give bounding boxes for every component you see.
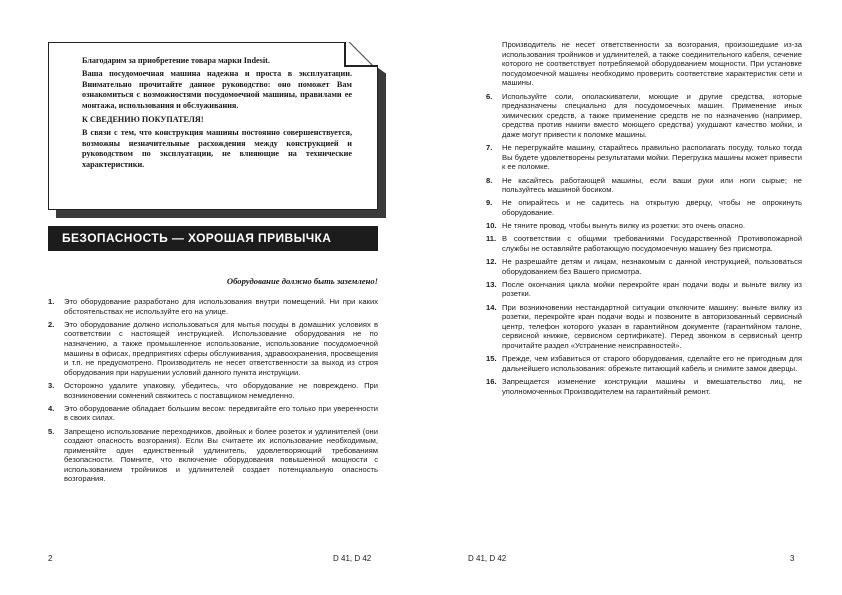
item-number: 6. <box>486 91 493 101</box>
item-number: 8. <box>486 175 493 185</box>
item-text: Не касайтесь работающей машины, если ваши руки или ноги сырые; не пользуйтесь машиной босиком. <box>502 175 802 195</box>
list-item <box>48 427 378 485</box>
safety-list-right <box>486 40 802 400</box>
item-text: Производитель не несет ответственности за возгорания, произошедшие из-за использования тройников и удлинителей, а также соединительного кабеля, сечение которого не соответствует потребляемой оборудованием мощности. При установке посудомоечной машины необходимо проверить соответствие характеристик сети и машины. <box>502 40 802 88</box>
notice-box <box>48 42 386 218</box>
item-number: 5. <box>48 426 55 436</box>
page-number-right: 3 <box>790 554 795 563</box>
notice-intro: Ваша посудомоечная машина надежна и проста в эксплуатации. Внимательно прочитайте данное руководство: оно поможет Вам ознакомиться с возможностями посудомоечной машины, правилами ее монтажа, использования и обслуживания. <box>82 69 352 110</box>
item-text: Прежде, чем избавиться от старого оборудования, сделайте его не пригодным для дальнейшего использования: обрежьте питающий кабель и снимите замок дверцы. <box>502 354 802 373</box>
item-number: 3. <box>48 380 55 390</box>
item-number: 2. <box>48 319 55 329</box>
item-text: После окончания цикла мойки перекройте кран подачи воды и выньте вилку из розетки. <box>502 279 802 299</box>
notice-body: В связи с тем, что конструкция машины постоянно совершенствуется, возможны незначительные расхождения между конструкцией и руководством по эксплуатации, не влияющие на технические характеристики. <box>82 128 352 169</box>
safety-list-left <box>48 297 378 488</box>
item-number: 14. <box>486 302 497 312</box>
item-text: Это оборудование должно использоваться для мытья посуды в домашних условиях в соответствии с настоящей инструкцией. Использование оборудования не по назначению, а также промышленное использование, использование посудомоечной машины в офисах, предприятиях сферы обслуживания, здравоохранения, просвещения и т.п. не предусмотрено. Производитель не несет ответственности за выход из строя оборудования при нарушении условий данного пункта инструкции. <box>64 319 378 377</box>
list-item <box>48 381 378 400</box>
item-number: 12. <box>486 257 497 267</box>
item-number: 15. <box>486 354 497 364</box>
list-item <box>486 176 802 195</box>
list-item <box>486 234 802 253</box>
list-item <box>486 257 802 276</box>
item-number: 1. <box>48 297 55 306</box>
item-text: Осторожно удалите упаковку, убедитесь, что оборудование не повреждено. При возникновении сомнений свяжитесь с поставщиком немедленно. <box>64 380 378 400</box>
model-footer-right: D 41, D 42 <box>468 554 507 563</box>
item-number: 11. <box>486 234 497 244</box>
notice-text <box>82 56 352 173</box>
item-number: 10. <box>486 221 497 231</box>
item-text: Запрещается изменение конструкции машины и вмешательство лиц, не уполномоченных Производителем на гарантийный ремонт. <box>502 376 802 396</box>
notice-thanks: Благодарим за приобретение товара марки Indesit. <box>82 56 270 65</box>
item-number: 4. <box>48 403 55 413</box>
model-footer-left: D 41, D 42 <box>333 554 372 563</box>
item-text: Не тяните провод, чтобы вынуть вилку из розетки: это очень опасно. <box>502 221 745 231</box>
list-item <box>486 303 802 351</box>
notice-heading: К СВЕДЕНИЮ ПОКУПАТЕЛЯ! <box>82 115 204 125</box>
list-item <box>486 354 802 373</box>
list-item <box>48 320 378 378</box>
item-number: 16. <box>486 376 497 386</box>
item-text: Используйте соли, ополаскиватели, моющие и другие средства, которые предназначены специально для посудомоечных машин. Применение иных химических средств, а также применение средств не по назначению (например, средства против накипи вместо моющего средства) ухудшают качество мойки, и даже могут привести к поломке машины. <box>502 91 802 139</box>
item-text: Не разрешайте детям и лицам, незнакомым с данной инструкцией, пользоваться оборудованием без Вашего присмотра. <box>502 257 802 276</box>
item-number: 7. <box>486 143 493 153</box>
item-text: Это оборудование обладает большим весом: передвигайте его только при уверенности в своих силах. <box>64 403 378 423</box>
item-text: Это оборудование разработано для использования внутри помещений. Ни при каких обстоятельствах не используйте его на улице. <box>64 297 378 316</box>
list-item <box>486 40 802 88</box>
list-item <box>486 377 802 396</box>
page-number-left: 2 <box>48 554 53 563</box>
list-item <box>486 92 802 140</box>
item-text: Не опирайтесь и не садитесь на открытую дверцу, чтобы не опрокинуть оборудование. <box>502 198 802 217</box>
list-item <box>48 404 378 423</box>
item-text: Запрещено использование переходников, двойных и более розеток и удлинителей (они создают опасность возгорания). Если Вы считаете их использование необходимым, применяйте один единственный удлинитель, удовлетворяющий требованиям безопасности. Помните, что включение оборудования повышенной мощности с использованием тройников и удлинителей создает потенциальную опасность возгорания. <box>64 426 378 484</box>
grounding-note: Оборудование должно быть заземлено! <box>226 276 378 286</box>
list-item <box>486 143 802 172</box>
section-banner: БЕЗОПАСНОСТЬ — ХОРОШАЯ ПРИВЫЧКА <box>48 226 378 251</box>
list-item <box>486 221 802 231</box>
list-item <box>486 280 802 299</box>
list-item <box>486 198 802 217</box>
item-number: 13. <box>486 279 497 289</box>
item-text: При возникновении нестандартной ситуации отключите машину: выньте вилку из розетки, перекройте кран подачи воды и позвоните в авторизованный сервисный центр, телефон которого указан в гарантийном документе (гарантийном талоне, сервисной книжке, сервисном сертификате). Перед звонком в сервисный центр прочитайте раздел «Устранение неисправностей». <box>502 302 802 350</box>
list-item <box>48 297 378 316</box>
item-text: В соответствии с общими требованиями Государственной Противопожарной службы не оставляйте работающую посудомоечную машину без присмотра. <box>502 234 802 253</box>
item-text: Не перегружайте машину, старайтесь правильно располагать посуду, только тогда Вы будете удовлетворены результатами мойки. Перегрузка машины может привести к ее поломке. <box>502 143 802 172</box>
item-number: 9. <box>486 198 493 208</box>
